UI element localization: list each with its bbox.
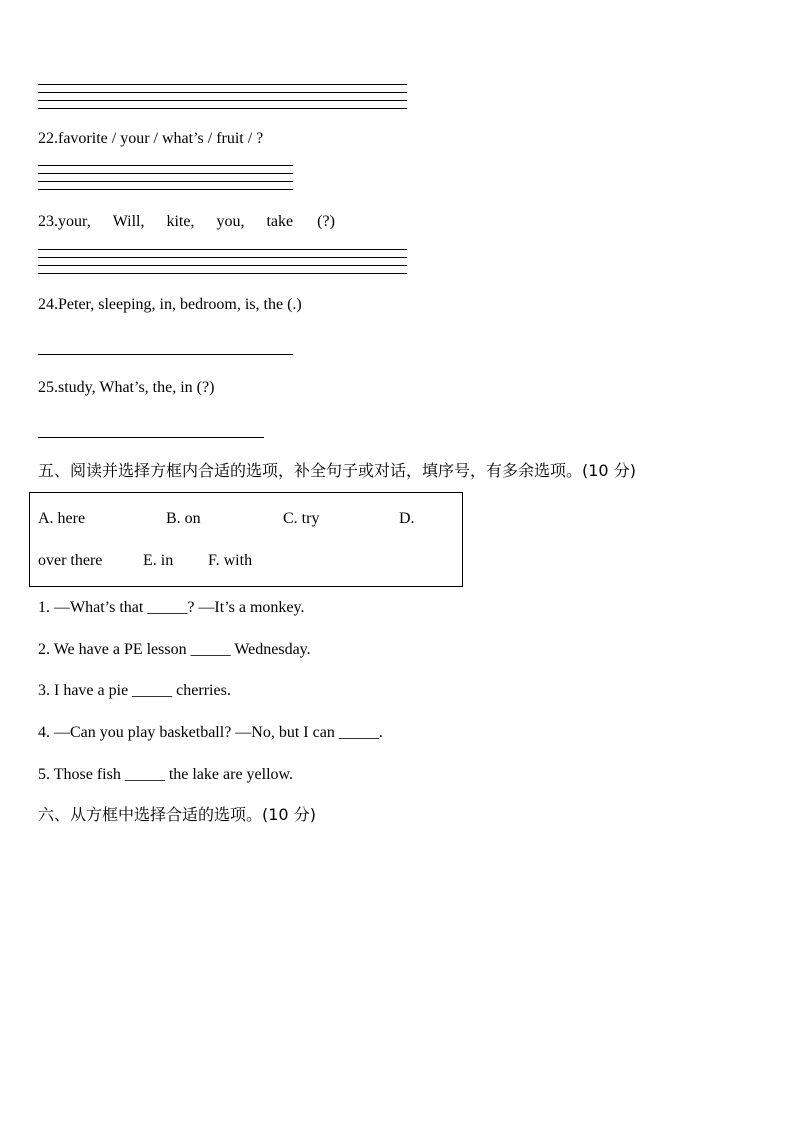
question-23 bbox=[38, 212, 335, 232]
question-25: 25.study, What’s, the, in (?) bbox=[38, 379, 215, 396]
answer-lines-q23 bbox=[38, 249, 407, 281]
q23-word: your, bbox=[58, 213, 91, 230]
answer-line-q24 bbox=[38, 354, 293, 355]
section-6-heading: 六、从方框中选择合适的选项。(10 分) bbox=[38, 805, 316, 824]
section-5-item-1: 1. —What’s that _____? —It’s a monkey. bbox=[38, 599, 305, 616]
option-b: B. on bbox=[166, 510, 201, 527]
section-5-item-5: 5. Those fish _____ the lake are yellow. bbox=[38, 766, 294, 783]
q23-word: Will, bbox=[112, 213, 145, 230]
answer-lines-q22 bbox=[38, 165, 293, 197]
option-d: D. bbox=[399, 510, 415, 527]
option-e: E. in bbox=[143, 552, 174, 569]
q23-word: (?) bbox=[317, 213, 335, 230]
option-c: C. try bbox=[283, 510, 320, 527]
answer-lines-q21 bbox=[38, 84, 407, 116]
question-24: 24.Peter, sleeping, in, bedroom, is, the (.) bbox=[38, 296, 302, 313]
q23-word: you, bbox=[216, 213, 245, 230]
q23-word: kite, bbox=[166, 213, 195, 230]
option-f: F. with bbox=[208, 552, 253, 569]
option-d-continued: over there bbox=[38, 552, 103, 569]
question-22: 22.favorite / your / what’s / fruit / ? bbox=[38, 130, 264, 147]
q23-number: 23. bbox=[38, 213, 58, 230]
section-5-heading: 五、阅读并选择方框内合适的选项，补全句子或对话，填序号，有多余选项。(10 分) bbox=[38, 461, 636, 480]
section-5-item-4: 4. —Can you play basketball? —No, but I can _____. bbox=[38, 724, 383, 741]
answer-line-q25 bbox=[38, 437, 264, 438]
options-box bbox=[29, 492, 463, 587]
section-5-item-3: 3. I have a pie _____ cherries. bbox=[38, 682, 231, 699]
section-5-item-2: 2. We have a PE lesson _____ Wednesday. bbox=[38, 641, 311, 658]
option-a: A. here bbox=[38, 510, 86, 527]
q23-word: take bbox=[266, 213, 294, 230]
